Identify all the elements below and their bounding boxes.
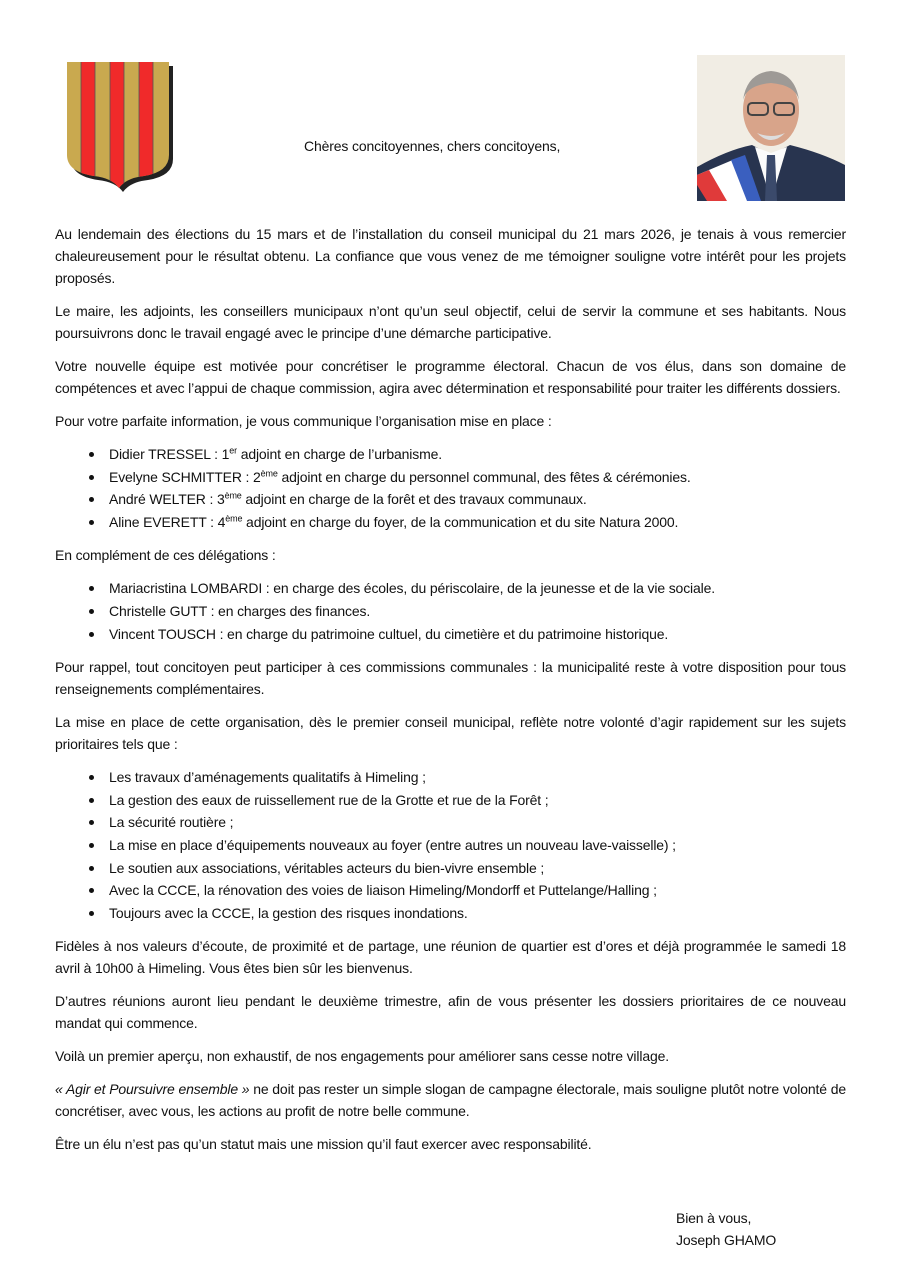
slogan: « Agir et Poursuivre ensemble »	[55, 1081, 250, 1098]
list-item: Toujours avec la CCCE, la gestion des risques inondations.	[109, 902, 846, 925]
coat-of-arms-logo	[64, 60, 174, 192]
paragraph: Pour rappel, tout concitoyen peut participer à ces commissions communales : la municipalité reste à votre disposition pour tous renseignements complémentaires.	[55, 659, 846, 698]
list-item: La gestion des eaux de ruissellement rue de la Grotte et rue de la Forêt ;	[109, 789, 846, 812]
delegations-list	[55, 577, 846, 645]
paragraph: La mise en place de cette organisation, dès le premier conseil municipal, reflète notre volonté d’agir rapidement sur les sujets prioritaires tels que :	[55, 714, 846, 753]
list-item: Avec la CCCE, la rénovation des voies de liaison Himeling/Mondorff et Puttelange/Halling ;	[109, 879, 846, 902]
list-item: Le soutien aux associations, véritables acteurs du bien-vivre ensemble ;	[109, 857, 846, 880]
list-item: La sécurité routière ;	[109, 811, 846, 834]
paragraph: Le maire, les adjoints, les conseillers municipaux n’ont qu’un seul objectif, celui de servir la commune et ses habitants. Nous poursuivrons donc le travail engagé avec le principe d’une démarche participative.	[55, 303, 846, 341]
list-item: Didier TRESSEL : 1er adjoint en charge de l’urbanisme.	[109, 443, 846, 466]
list-item: André WELTER : 3ème adjoint en charge de la forêt et des travaux communaux.	[109, 488, 846, 511]
list-item: Aline EVERETT : 4ème adjoint en charge du foyer, de la communication et du site Natura 2000.	[109, 511, 846, 534]
paragraph: « Agir et Poursuivre ensemble » ne doit pas rester un simple slogan de campagne électorale, mais souligne plutôt notre volonté de concrétiser, avec vous, les actions au profit de notre belle commune.	[55, 1081, 846, 1120]
paragraph: Fidèles à nos valeurs d’écoute, de proximité et de partage, une réunion de quartier est d’ores et déjà programmée le samedi 18 avril à 10h00 à Himeling. Vous êtes bien sûr les bienvenus.	[55, 938, 846, 977]
paragraph: Votre nouvelle équipe est motivée pour concrétiser le programme électoral. Chacun de vos élus, dans son domaine de compétences et avec l’appui de chaque commission, agira avec détermination et responsabilité pour traiter les différents dossiers.	[55, 358, 846, 396]
list-item: Les travaux d’aménagements qualitatifs à Himeling ;	[109, 766, 846, 789]
letter-body	[55, 223, 846, 1166]
paragraph: En complément de ces délégations :	[55, 547, 276, 564]
priorities-list	[55, 766, 846, 924]
greeting: Chères concitoyennes, chers concitoyens,	[304, 138, 561, 154]
signer-name: Joseph GHAMO	[676, 1232, 777, 1248]
paragraph: Être un élu n’est pas qu’un statut mais une mission qu’il faut exercer avec responsabilité.	[55, 1136, 592, 1153]
paragraph: Voilà un premier aperçu, non exhaustif, de nos engagements pour améliorer sans cesse notre village.	[55, 1048, 669, 1065]
signature	[676, 1207, 776, 1251]
paragraph: D’autres réunions auront lieu pendant le deuxième trimestre, afin de vous présenter les dossiers prioritaires de ce nouveau mandat qui commence.	[55, 993, 846, 1032]
mayor-portrait-photo	[697, 55, 845, 201]
list-item: La mise en place d’équipements nouveaux au foyer (entre autres un nouveau lave-vaisselle) ;	[109, 834, 846, 857]
paragraph: Au lendemain des élections du 15 mars et de l’installation du conseil municipal du 21 mars 2026, je tenais à vous remercier chaleureusement pour le résultat obtenu. La confiance que vous venez de me témoigner souligne votre intérêt pour les projets proposés.	[55, 226, 846, 286]
list-item: Evelyne SCHMITTER : 2ème adjoint en charge du personnel communal, des fêtes & cérémonies.	[109, 466, 846, 489]
list-item: Vincent TOUSCH : en charge du patrimoine cultuel, du cimetière et du patrimoine historique.	[109, 623, 846, 646]
paragraph: Pour votre parfaite information, je vous communique l’organisation mise en place :	[55, 413, 552, 429]
list-item: Christelle GUTT : en charges des finances.	[109, 600, 846, 623]
adjoints-list	[55, 443, 846, 533]
closing: Bien à vous,	[676, 1210, 752, 1226]
list-item: Mariacristina LOMBARDI : en charge des écoles, du périscolaire, de la jeunesse et de la vie sociale.	[109, 577, 846, 600]
